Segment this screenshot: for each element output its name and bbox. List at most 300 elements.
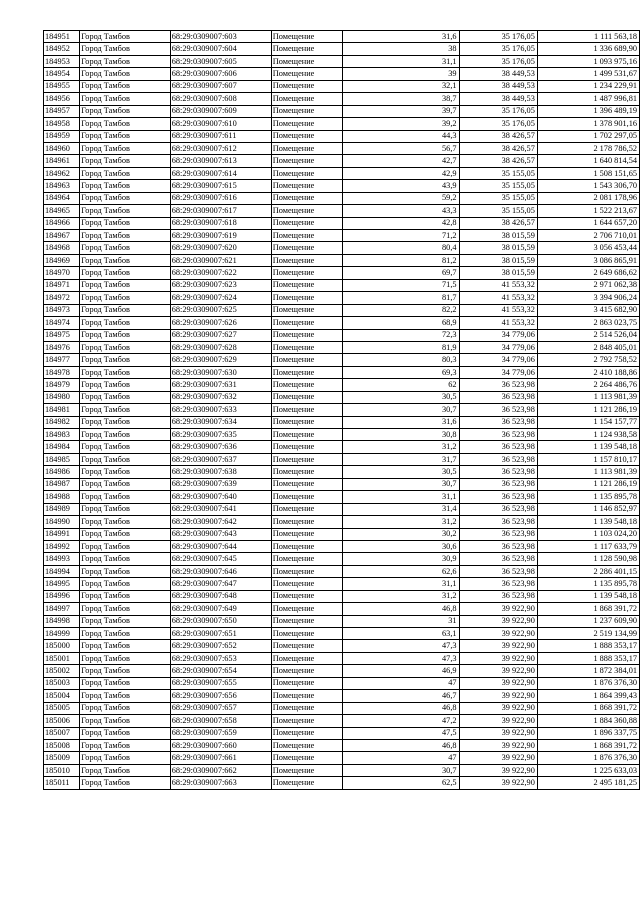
object-type-cell: Помещение (271, 130, 343, 142)
cadastral-number-cell: 68:29:0309007:648 (170, 590, 271, 602)
cadastral-value-cell: 1 135 895,78 (537, 491, 639, 503)
city-cell: Город Тамбов (80, 615, 171, 627)
table-row (44, 43, 640, 55)
area-cell: 47,3 (343, 640, 459, 652)
table-row (44, 777, 640, 789)
row-number-cell: 184984 (44, 441, 80, 453)
object-type-cell: Помещение (271, 540, 343, 552)
city-cell: Город Тамбов (80, 80, 171, 92)
cadastral-value-cell: 1 876 376,30 (537, 752, 639, 764)
unit-value-cell: 34 779,06 (459, 366, 537, 378)
area-cell: 69,3 (343, 366, 459, 378)
object-type-cell: Помещение (271, 764, 343, 776)
row-number-cell: 184972 (44, 292, 80, 304)
object-type-cell: Помещение (271, 677, 343, 689)
object-type-cell: Помещение (271, 565, 343, 577)
cadastral-number-cell: 68:29:0309007:657 (170, 702, 271, 714)
table-row (44, 242, 640, 254)
cadastral-value-cell: 1 888 353,17 (537, 640, 639, 652)
unit-value-cell: 36 523,98 (459, 441, 537, 453)
area-cell: 30,5 (343, 391, 459, 403)
area-cell: 30,7 (343, 478, 459, 490)
unit-value-cell: 38 449,53 (459, 80, 537, 92)
row-number-cell: 184964 (44, 192, 80, 204)
area-cell: 31,1 (343, 55, 459, 67)
unit-value-cell: 41 553,32 (459, 304, 537, 316)
city-cell: Город Тамбов (80, 727, 171, 739)
object-type-cell: Помещение (271, 478, 343, 490)
object-type-cell: Помещение (271, 578, 343, 590)
object-type-cell: Помещение (271, 603, 343, 615)
city-cell: Город Тамбов (80, 441, 171, 453)
object-type-cell: Помещение (271, 491, 343, 503)
object-type-cell: Помещение (271, 43, 343, 55)
object-type-cell: Помещение (271, 528, 343, 540)
row-number-cell: 184996 (44, 590, 80, 602)
unit-value-cell: 36 523,98 (459, 503, 537, 515)
object-type-cell: Помещение (271, 31, 343, 43)
unit-value-cell: 35 176,05 (459, 118, 537, 130)
area-cell: 30,6 (343, 540, 459, 552)
area-cell: 81,7 (343, 292, 459, 304)
city-cell: Город Тамбов (80, 590, 171, 602)
area-cell: 81,9 (343, 341, 459, 353)
city-cell: Город Тамбов (80, 155, 171, 167)
cadastral-number-cell: 68:29:0309007:610 (170, 118, 271, 130)
row-number-cell: 184998 (44, 615, 80, 627)
area-cell: 46,8 (343, 739, 459, 751)
cadastral-value-cell: 1 487 996,81 (537, 93, 639, 105)
cadastral-value-cell: 1 093 975,16 (537, 55, 639, 67)
area-cell: 31,2 (343, 590, 459, 602)
area-cell: 30,7 (343, 404, 459, 416)
row-number-cell: 184961 (44, 155, 80, 167)
cadastral-number-cell: 68:29:0309007:633 (170, 404, 271, 416)
object-type-cell: Помещение (271, 453, 343, 465)
row-number-cell: 184960 (44, 142, 80, 154)
object-type-cell: Помещение (271, 416, 343, 428)
area-cell: 39,7 (343, 105, 459, 117)
row-number-cell: 184977 (44, 354, 80, 366)
table-row (44, 416, 640, 428)
cadastral-number-cell: 68:29:0309007:659 (170, 727, 271, 739)
unit-value-cell: 39 922,90 (459, 739, 537, 751)
city-cell: Город Тамбов (80, 354, 171, 366)
cadastral-value-cell: 3 086 865,91 (537, 254, 639, 266)
row-number-cell: 184953 (44, 55, 80, 67)
city-cell: Город Тамбов (80, 391, 171, 403)
object-type-cell: Помещение (271, 354, 343, 366)
unit-value-cell: 36 523,98 (459, 578, 537, 590)
area-cell: 63,1 (343, 628, 459, 640)
cadastral-number-cell: 68:29:0309007:637 (170, 453, 271, 465)
cadastral-value-cell: 1 117 633,79 (537, 540, 639, 552)
table-row (44, 68, 640, 80)
unit-value-cell: 39 922,90 (459, 603, 537, 615)
row-number-cell: 184986 (44, 466, 80, 478)
row-number-cell: 184954 (44, 68, 80, 80)
cadastral-number-cell: 68:29:0309007:604 (170, 43, 271, 55)
table-row (44, 665, 640, 677)
table-row (44, 391, 640, 403)
city-cell: Город Тамбов (80, 279, 171, 291)
row-number-cell: 184975 (44, 329, 80, 341)
city-cell: Город Тамбов (80, 341, 171, 353)
object-type-cell: Помещение (271, 441, 343, 453)
area-cell: 31,2 (343, 516, 459, 528)
cadastral-number-cell: 68:29:0309007:660 (170, 739, 271, 751)
cadastral-number-cell: 68:29:0309007:653 (170, 652, 271, 664)
city-cell: Город Тамбов (80, 404, 171, 416)
area-cell: 62,5 (343, 777, 459, 789)
cadastral-number-cell: 68:29:0309007:650 (170, 615, 271, 627)
table-row (44, 453, 640, 465)
row-number-cell: 184976 (44, 341, 80, 353)
area-cell: 47,2 (343, 715, 459, 727)
row-number-cell: 184991 (44, 528, 80, 540)
cadastral-number-cell: 68:29:0309007:639 (170, 478, 271, 490)
object-type-cell: Помещение (271, 304, 343, 316)
cadastral-value-cell: 1 124 938,58 (537, 429, 639, 441)
row-number-cell: 185007 (44, 727, 80, 739)
unit-value-cell: 38 426,57 (459, 217, 537, 229)
area-cell: 43,3 (343, 205, 459, 217)
object-type-cell: Помещение (271, 329, 343, 341)
object-type-cell: Помещение (271, 155, 343, 167)
cadastral-number-cell: 68:29:0309007:622 (170, 267, 271, 279)
cadastral-value-cell: 1 508 151,65 (537, 167, 639, 179)
object-type-cell: Помещение (271, 279, 343, 291)
city-cell: Город Тамбов (80, 528, 171, 540)
city-cell: Город Тамбов (80, 43, 171, 55)
area-cell: 31 (343, 615, 459, 627)
area-cell: 31,4 (343, 503, 459, 515)
row-number-cell: 185001 (44, 652, 80, 664)
cadastral-number-cell: 68:29:0309007:658 (170, 715, 271, 727)
cadastral-number-cell: 68:29:0309007:615 (170, 180, 271, 192)
cadastral-number-cell: 68:29:0309007:638 (170, 466, 271, 478)
row-number-cell: 184982 (44, 416, 80, 428)
cadastral-value-cell: 2 178 786,52 (537, 142, 639, 154)
row-number-cell: 184989 (44, 503, 80, 515)
cadastral-number-cell: 68:29:0309007:632 (170, 391, 271, 403)
cadastral-value-cell: 3 415 682,90 (537, 304, 639, 316)
table-row (44, 267, 640, 279)
row-number-cell: 184971 (44, 279, 80, 291)
object-type-cell: Помещение (271, 142, 343, 154)
city-cell: Город Тамбов (80, 180, 171, 192)
unit-value-cell: 35 155,05 (459, 167, 537, 179)
city-cell: Город Тамбов (80, 702, 171, 714)
city-cell: Город Тамбов (80, 540, 171, 552)
cadastral-value-cell: 1 121 286,19 (537, 404, 639, 416)
table-row (44, 690, 640, 702)
area-cell: 42,9 (343, 167, 459, 179)
unit-value-cell: 35 176,05 (459, 43, 537, 55)
cadastral-number-cell: 68:29:0309007:626 (170, 317, 271, 329)
city-cell: Город Тамбов (80, 379, 171, 391)
table-row (44, 429, 640, 441)
cadastral-value-cell: 2 495 181,25 (537, 777, 639, 789)
city-cell: Город Тамбов (80, 317, 171, 329)
object-type-cell: Помещение (271, 55, 343, 67)
table-row (44, 565, 640, 577)
cadastral-number-cell: 68:29:0309007:661 (170, 752, 271, 764)
cadastral-value-cell: 1 157 810,17 (537, 453, 639, 465)
city-cell: Город Тамбов (80, 93, 171, 105)
object-type-cell: Помещение (271, 739, 343, 751)
city-cell: Город Тамбов (80, 304, 171, 316)
unit-value-cell: 39 922,90 (459, 652, 537, 664)
city-cell: Город Тамбов (80, 192, 171, 204)
table-row (44, 105, 640, 117)
object-type-cell: Помещение (271, 105, 343, 117)
unit-value-cell: 39 922,90 (459, 628, 537, 640)
area-cell: 30,7 (343, 764, 459, 776)
object-type-cell: Помещение (271, 341, 343, 353)
area-cell: 47 (343, 752, 459, 764)
row-number-cell: 184992 (44, 540, 80, 552)
unit-value-cell: 38 426,57 (459, 130, 537, 142)
unit-value-cell: 39 922,90 (459, 640, 537, 652)
object-type-cell: Помещение (271, 665, 343, 677)
table-row (44, 652, 640, 664)
unit-value-cell: 36 523,98 (459, 404, 537, 416)
city-cell: Город Тамбов (80, 752, 171, 764)
city-cell: Город Тамбов (80, 205, 171, 217)
object-type-cell: Помещение (271, 615, 343, 627)
city-cell: Город Тамбов (80, 292, 171, 304)
object-type-cell: Помещение (271, 242, 343, 254)
object-type-cell: Помещение (271, 68, 343, 80)
row-number-cell: 184983 (44, 429, 80, 441)
table-row (44, 341, 640, 353)
city-cell: Город Тамбов (80, 677, 171, 689)
city-cell: Город Тамбов (80, 628, 171, 640)
unit-value-cell: 34 779,06 (459, 341, 537, 353)
object-type-cell: Помещение (271, 404, 343, 416)
cadastral-number-cell: 68:29:0309007:662 (170, 764, 271, 776)
cadastral-number-cell: 68:29:0309007:621 (170, 254, 271, 266)
object-type-cell: Помещение (271, 727, 343, 739)
table-row (44, 55, 640, 67)
table-row (44, 80, 640, 92)
object-type-cell: Помещение (271, 292, 343, 304)
area-cell: 46,8 (343, 603, 459, 615)
city-cell: Город Тамбов (80, 366, 171, 378)
object-type-cell: Помещение (271, 429, 343, 441)
cadastral-value-cell: 1 896 337,75 (537, 727, 639, 739)
table-row (44, 640, 640, 652)
cadastral-number-cell: 68:29:0309007:647 (170, 578, 271, 590)
area-cell: 31,6 (343, 416, 459, 428)
cadastral-number-cell: 68:29:0309007:629 (170, 354, 271, 366)
city-cell: Город Тамбов (80, 55, 171, 67)
area-cell: 47,3 (343, 652, 459, 664)
city-cell: Город Тамбов (80, 478, 171, 490)
unit-value-cell: 38 015,59 (459, 267, 537, 279)
cadastral-number-cell: 68:29:0309007:607 (170, 80, 271, 92)
cadastral-value-cell: 1 868 391,72 (537, 739, 639, 751)
unit-value-cell: 36 523,98 (459, 391, 537, 403)
cadastral-number-cell: 68:29:0309007:642 (170, 516, 271, 528)
object-type-cell: Помещение (271, 118, 343, 130)
cadastral-number-cell: 68:29:0309007:620 (170, 242, 271, 254)
city-cell: Город Тамбов (80, 217, 171, 229)
cadastral-value-cell: 1 237 609,90 (537, 615, 639, 627)
city-cell: Город Тамбов (80, 516, 171, 528)
object-type-cell: Помещение (271, 516, 343, 528)
cadastral-number-cell: 68:29:0309007:643 (170, 528, 271, 540)
row-number-cell: 185008 (44, 739, 80, 751)
cadastral-value-cell: 1 146 852,97 (537, 503, 639, 515)
cadastral-number-cell: 68:29:0309007:636 (170, 441, 271, 453)
city-cell: Город Тамбов (80, 578, 171, 590)
row-number-cell: 184952 (44, 43, 80, 55)
cadastral-value-cell: 1 644 657,20 (537, 217, 639, 229)
object-type-cell: Помещение (271, 80, 343, 92)
row-number-cell: 185002 (44, 665, 80, 677)
cadastral-value-cell: 2 410 188,86 (537, 366, 639, 378)
city-cell: Город Тамбов (80, 118, 171, 130)
row-number-cell: 184974 (44, 317, 80, 329)
area-cell: 30,9 (343, 553, 459, 565)
table-row (44, 354, 640, 366)
row-number-cell: 184999 (44, 628, 80, 640)
cadastral-number-cell: 68:29:0309007:613 (170, 155, 271, 167)
table-row (44, 192, 640, 204)
table-row (44, 715, 640, 727)
cadastral-number-cell: 68:29:0309007:645 (170, 553, 271, 565)
cadastral-value-cell: 1 103 024,20 (537, 528, 639, 540)
area-cell: 46,9 (343, 665, 459, 677)
cadastral-number-cell: 68:29:0309007:608 (170, 93, 271, 105)
unit-value-cell: 36 523,98 (459, 466, 537, 478)
cadastral-value-cell: 1 225 633,03 (537, 764, 639, 776)
cadastral-number-cell: 68:29:0309007:611 (170, 130, 271, 142)
row-number-cell: 185009 (44, 752, 80, 764)
table-row (44, 292, 640, 304)
unit-value-cell: 39 922,90 (459, 690, 537, 702)
unit-value-cell: 36 523,98 (459, 478, 537, 490)
object-type-cell: Помещение (271, 466, 343, 478)
area-cell: 42,7 (343, 155, 459, 167)
area-cell: 59,2 (343, 192, 459, 204)
object-type-cell: Помещение (271, 628, 343, 640)
cadastral-value-cell: 1 128 590,98 (537, 553, 639, 565)
city-cell: Город Тамбов (80, 105, 171, 117)
city-cell: Город Тамбов (80, 242, 171, 254)
table-row (44, 540, 640, 552)
table-row (44, 366, 640, 378)
cadastral-number-cell: 68:29:0309007:635 (170, 429, 271, 441)
city-cell: Город Тамбов (80, 603, 171, 615)
table-row (44, 31, 640, 43)
cadastral-number-cell: 68:29:0309007:646 (170, 565, 271, 577)
cadastral-number-cell: 68:29:0309007:641 (170, 503, 271, 515)
unit-value-cell: 35 176,05 (459, 31, 537, 43)
unit-value-cell: 35 155,05 (459, 180, 537, 192)
row-number-cell: 184957 (44, 105, 80, 117)
table-row (44, 317, 640, 329)
row-number-cell: 184962 (44, 167, 80, 179)
unit-value-cell: 41 553,32 (459, 279, 537, 291)
cadastral-number-cell: 68:29:0309007:623 (170, 279, 271, 291)
table-row (44, 727, 640, 739)
cadastral-value-cell: 1 113 981,39 (537, 466, 639, 478)
unit-value-cell: 35 176,05 (459, 105, 537, 117)
object-type-cell: Помещение (271, 777, 343, 789)
table-row (44, 118, 640, 130)
unit-value-cell: 41 553,32 (459, 292, 537, 304)
cadastral-number-cell: 68:29:0309007:605 (170, 55, 271, 67)
area-cell: 71,5 (343, 279, 459, 291)
cadastral-value-cell: 2 081 178,96 (537, 192, 639, 204)
cadastral-value-cell: 1 864 399,43 (537, 690, 639, 702)
object-type-cell: Помещение (271, 702, 343, 714)
row-number-cell: 184979 (44, 379, 80, 391)
cadastral-value-cell: 2 286 401,15 (537, 565, 639, 577)
object-type-cell: Помещение (271, 180, 343, 192)
row-number-cell: 184958 (44, 118, 80, 130)
cadastral-number-cell: 68:29:0309007:618 (170, 217, 271, 229)
area-cell: 80,4 (343, 242, 459, 254)
city-cell: Город Тамбов (80, 764, 171, 776)
city-cell: Город Тамбов (80, 640, 171, 652)
city-cell: Город Тамбов (80, 329, 171, 341)
row-number-cell: 184973 (44, 304, 80, 316)
city-cell: Город Тамбов (80, 565, 171, 577)
unit-value-cell: 38 426,57 (459, 142, 537, 154)
table-row (44, 304, 640, 316)
area-cell: 31,6 (343, 31, 459, 43)
unit-value-cell: 39 922,90 (459, 615, 537, 627)
cadastral-value-cell: 1 499 531,67 (537, 68, 639, 80)
unit-value-cell: 39 922,90 (459, 665, 537, 677)
table-row (44, 702, 640, 714)
row-number-cell: 184995 (44, 578, 80, 590)
cadastral-number-cell: 68:29:0309007:656 (170, 690, 271, 702)
table-body (44, 31, 640, 790)
unit-value-cell: 36 523,98 (459, 429, 537, 441)
city-cell: Город Тамбов (80, 652, 171, 664)
row-number-cell: 184980 (44, 391, 80, 403)
cadastral-value-cell: 2 792 758,52 (537, 354, 639, 366)
row-number-cell: 184965 (44, 205, 80, 217)
table-row (44, 279, 640, 291)
object-type-cell: Помещение (271, 230, 343, 242)
cadastral-number-cell: 68:29:0309007:634 (170, 416, 271, 428)
area-cell: 39 (343, 68, 459, 80)
table-row (44, 254, 640, 266)
cadastral-value-cell: 1 234 229,91 (537, 80, 639, 92)
unit-value-cell: 36 523,98 (459, 553, 537, 565)
city-cell: Город Тамбов (80, 68, 171, 80)
area-cell: 56,7 (343, 142, 459, 154)
cadastral-value-cell: 1 396 489,19 (537, 105, 639, 117)
cadastral-number-cell: 68:29:0309007:630 (170, 366, 271, 378)
cadastral-number-cell: 68:29:0309007:606 (170, 68, 271, 80)
table-row (44, 615, 640, 627)
unit-value-cell: 35 155,05 (459, 205, 537, 217)
object-type-cell: Помещение (271, 366, 343, 378)
cadastral-number-cell: 68:29:0309007:617 (170, 205, 271, 217)
row-number-cell: 184997 (44, 603, 80, 615)
row-number-cell: 184956 (44, 93, 80, 105)
cadastral-number-cell: 68:29:0309007:640 (170, 491, 271, 503)
city-cell: Город Тамбов (80, 453, 171, 465)
cadastral-value-cell: 2 264 486,76 (537, 379, 639, 391)
